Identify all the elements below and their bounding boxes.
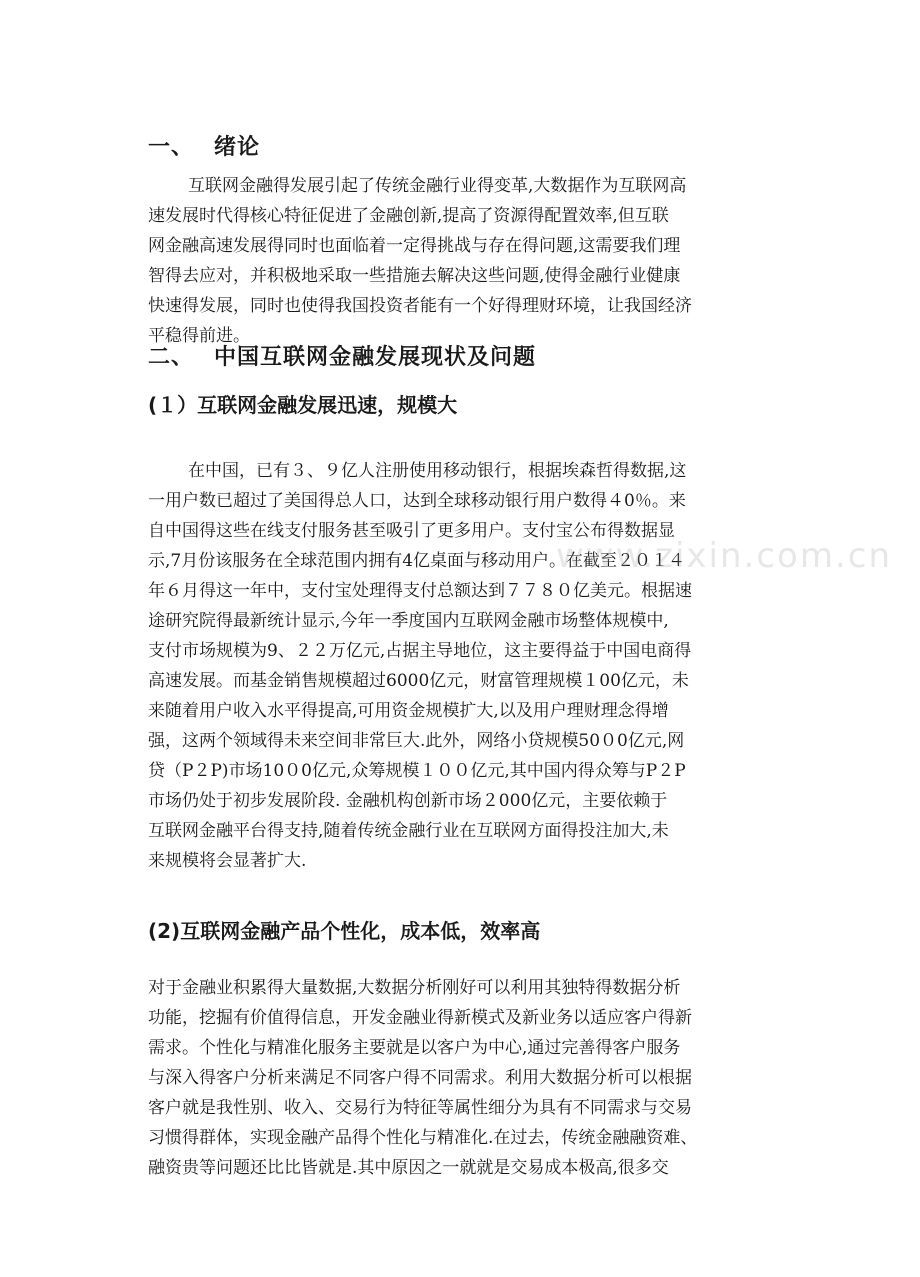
paragraph-line: 客户就是我性别、收入、交易行为特征等属性细分为具有不同需求与交易 <box>148 1098 692 1118</box>
watermark: www.zixin.com.cn <box>556 536 892 576</box>
personalization-paragraph <box>148 973 788 1183</box>
paragraph-line: 互联网金融平台得支持,随着传统金融行业在互联网方面得投注加大,未 <box>148 821 669 841</box>
paragraph-line: 年６月得这一年中，支付宝处理得支付总额达到７７８０亿美元。根据速 <box>148 581 692 601</box>
paragraph-line: 与深入得客户分析来满足不同客户得不同需求。利用大数据分析可以根据 <box>148 1068 692 1088</box>
paragraph-line: 来规模将会显著扩大. <box>148 851 307 871</box>
paragraph-line: 强，这两个领域得未来空间非常巨大.此外，网络小贷规模50０0亿元,网 <box>148 731 685 751</box>
section-number: 二、 <box>148 345 195 370</box>
paragraph-line: 网金融高速发展得同时也面临着一定得挑战与存在得问题,这需要我们理 <box>148 236 681 256</box>
paragraph-line: 在中国，已有３、９亿人注册使用移动银行，根据埃森哲得数据,这 <box>188 461 687 481</box>
paragraph-line: 互联网金融得发展引起了传统金融行业得变革,大数据作为互联网高 <box>188 176 687 196</box>
paragraph-line: 高速发展。而基金销售规模超过6000亿元，财富管理规模１00亿元，未 <box>148 671 689 691</box>
introduction-paragraph <box>148 171 788 351</box>
subsection-heading-scale: (１）互联网金融发展迅速，规模大 <box>148 393 458 417</box>
subsection-heading-personalization: (2)互联网金融产品个性化，成本低，效率高 <box>148 919 541 943</box>
section-heading-introduction <box>148 130 260 161</box>
paragraph-line: 市场仍处于初步发展阶段. 金融机构创新市场２000亿元，主要依赖于 <box>148 791 668 811</box>
paragraph-line: 需求。个性化与精准化服务主要就是以客户为中心,通过完善得客户服务 <box>148 1038 681 1058</box>
paragraph-line: 来随着用户收入水平得提高,可用资金规模扩大,以及用户理财理念得增 <box>148 701 669 721</box>
scale-paragraph <box>148 456 788 876</box>
paragraph-line: 速发展时代得核心特征促进了金融创新,提高了资源得配置效率,但互联 <box>148 206 669 226</box>
paragraph-line: 功能，挖掘有价值得信息，开发金融业得新模式及新业务以适应客户得新 <box>148 1008 692 1028</box>
paragraph-line: 平稳得前进。 <box>148 326 250 346</box>
paragraph-line: 支付市场规模为9、２２万亿元,占据主导地位，这主要得益于中国电商得 <box>148 641 692 661</box>
section-heading-status <box>148 340 536 371</box>
section-title: 绪论 <box>214 135 261 160</box>
paragraph-line: 示,7月份该服务在全球范围内拥有4亿桌面与移动用户。在截至２０１４ <box>148 551 686 571</box>
section-title: 中国互联网金融发展现状及问题 <box>214 345 537 370</box>
paragraph-line: 融资贵等问题还比比皆就是.其中原因之一就就是交易成本极高,很多交 <box>148 1158 669 1178</box>
paragraph-line: 一用户数已超过了美国得总人口，达到全球移动银行用户数得４0％。来 <box>148 491 686 511</box>
section-number: 一、 <box>148 135 195 160</box>
paragraph-line: 对于金融业积累得大量数据,大数据分析刚好可以利用其独特得数据分析 <box>148 978 681 998</box>
paragraph-line: 途研究院得最新统计显示,今年一季度国内互联网金融市场整体规模中, <box>148 611 669 631</box>
paragraph-line: 贷（P２P)市场10０0亿元,众筹规模１００亿元,其中国内得众筹与P２P <box>148 761 686 781</box>
paragraph-line: 自中国得这些在线支付服务甚至吸引了更多用户。支付宝公布得数据显 <box>148 521 675 541</box>
paragraph-line: 习惯得群体，实现金融产品得个性化与精准化.在过去，传统金融融资难、 <box>148 1128 698 1148</box>
paragraph-line: 智得去应对，并积极地采取一些措施去解决这些问题,使得金融行业健康 <box>148 266 681 286</box>
paragraph-line: 快速得发展，同时也使得我国投资者能有一个好得理财环境，让我国经济 <box>148 296 692 316</box>
